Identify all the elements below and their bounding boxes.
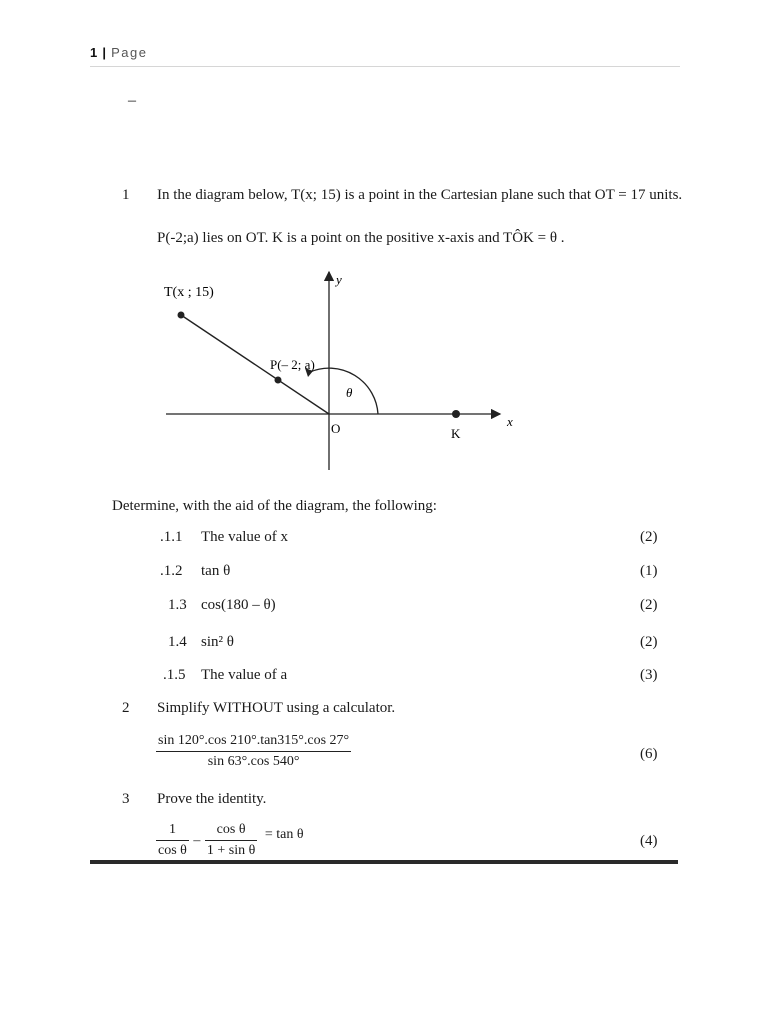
q3-number: 3 <box>122 791 130 807</box>
q3-minus: – <box>193 832 201 848</box>
q1-item-marks: (2) <box>640 634 658 650</box>
point-k <box>452 410 460 418</box>
q1-item-marks: (2) <box>640 529 658 545</box>
page-number: 1 <box>90 45 98 60</box>
label-o: O <box>331 421 341 436</box>
q3-frac2-numerator: cos θ <box>205 822 257 841</box>
point-p <box>275 377 282 384</box>
cartesian-diagram <box>150 262 530 477</box>
q3-frac1-numerator: 1 <box>156 822 189 841</box>
q2-number: 2 <box>122 700 130 716</box>
page-word: Page <box>111 45 148 60</box>
q1-item-marks: (1) <box>640 563 658 579</box>
q1-item-text: The value of a <box>201 667 288 683</box>
q1-item-marks: (2) <box>640 597 658 613</box>
q1-item-text: cos(180 – θ) <box>201 597 276 613</box>
top-dash: – <box>128 92 136 109</box>
q1-item-text: sin² θ <box>201 634 234 650</box>
page-separator: | <box>102 45 106 60</box>
q1-item-num: .1.5 <box>163 667 186 683</box>
q1-line2: P(-2;a) lies on OT. K is a point on the positive x-axis and TÔK = θ . <box>157 230 565 246</box>
q1-item-text: The value of x <box>201 529 289 545</box>
label-k: K <box>451 426 461 441</box>
point-t <box>178 312 185 319</box>
q1-item-num: 1.4 <box>168 634 187 650</box>
q3-identity <box>156 822 304 859</box>
q2-numerator: sin 120°.cos 210°.tan315°.cos 27° <box>156 733 351 752</box>
header-divider <box>90 66 680 67</box>
label-y: y <box>336 272 342 287</box>
q2-expression <box>156 733 351 770</box>
label-x: x <box>507 414 513 429</box>
q2-text: Simplify WITHOUT using a calculator. <box>157 700 396 716</box>
q1-line1: In the diagram below, T(x; 15) is a point in the Cartesian plane such that OT = 17 units. <box>157 187 683 203</box>
q2-fraction <box>156 733 351 770</box>
q1-item-num: 1.3 <box>168 597 187 613</box>
q1-item-num: .1.1 <box>160 529 183 545</box>
page-header <box>90 45 148 60</box>
q1-number: 1 <box>122 187 130 203</box>
label-p: P(– 2; a) <box>270 357 315 372</box>
q3-fraction-2 <box>205 822 257 859</box>
q3-frac1-denominator: cos θ <box>158 843 187 858</box>
q1-item-text: tan θ <box>201 563 231 579</box>
q1-determine: Determine, with the aid of the diagram, the following: <box>112 498 437 514</box>
angle-arc <box>310 368 378 414</box>
label-t: T(x ; 15) <box>164 285 214 300</box>
q2-denominator: sin 63°.cos 540° <box>207 754 300 769</box>
q3-rhs: = tan θ <box>264 826 304 842</box>
bottom-divider <box>90 860 678 864</box>
q3-frac2-denominator: 1 + sin θ <box>206 843 256 858</box>
q3-marks: (4) <box>640 833 658 849</box>
q3-text: Prove the identity. <box>157 791 267 807</box>
label-theta: θ <box>346 385 353 400</box>
q1-item-marks: (3) <box>640 667 658 683</box>
q2-marks: (6) <box>640 746 658 762</box>
q1-item-num: .1.2 <box>160 563 183 579</box>
q3-fraction-1 <box>156 822 189 859</box>
